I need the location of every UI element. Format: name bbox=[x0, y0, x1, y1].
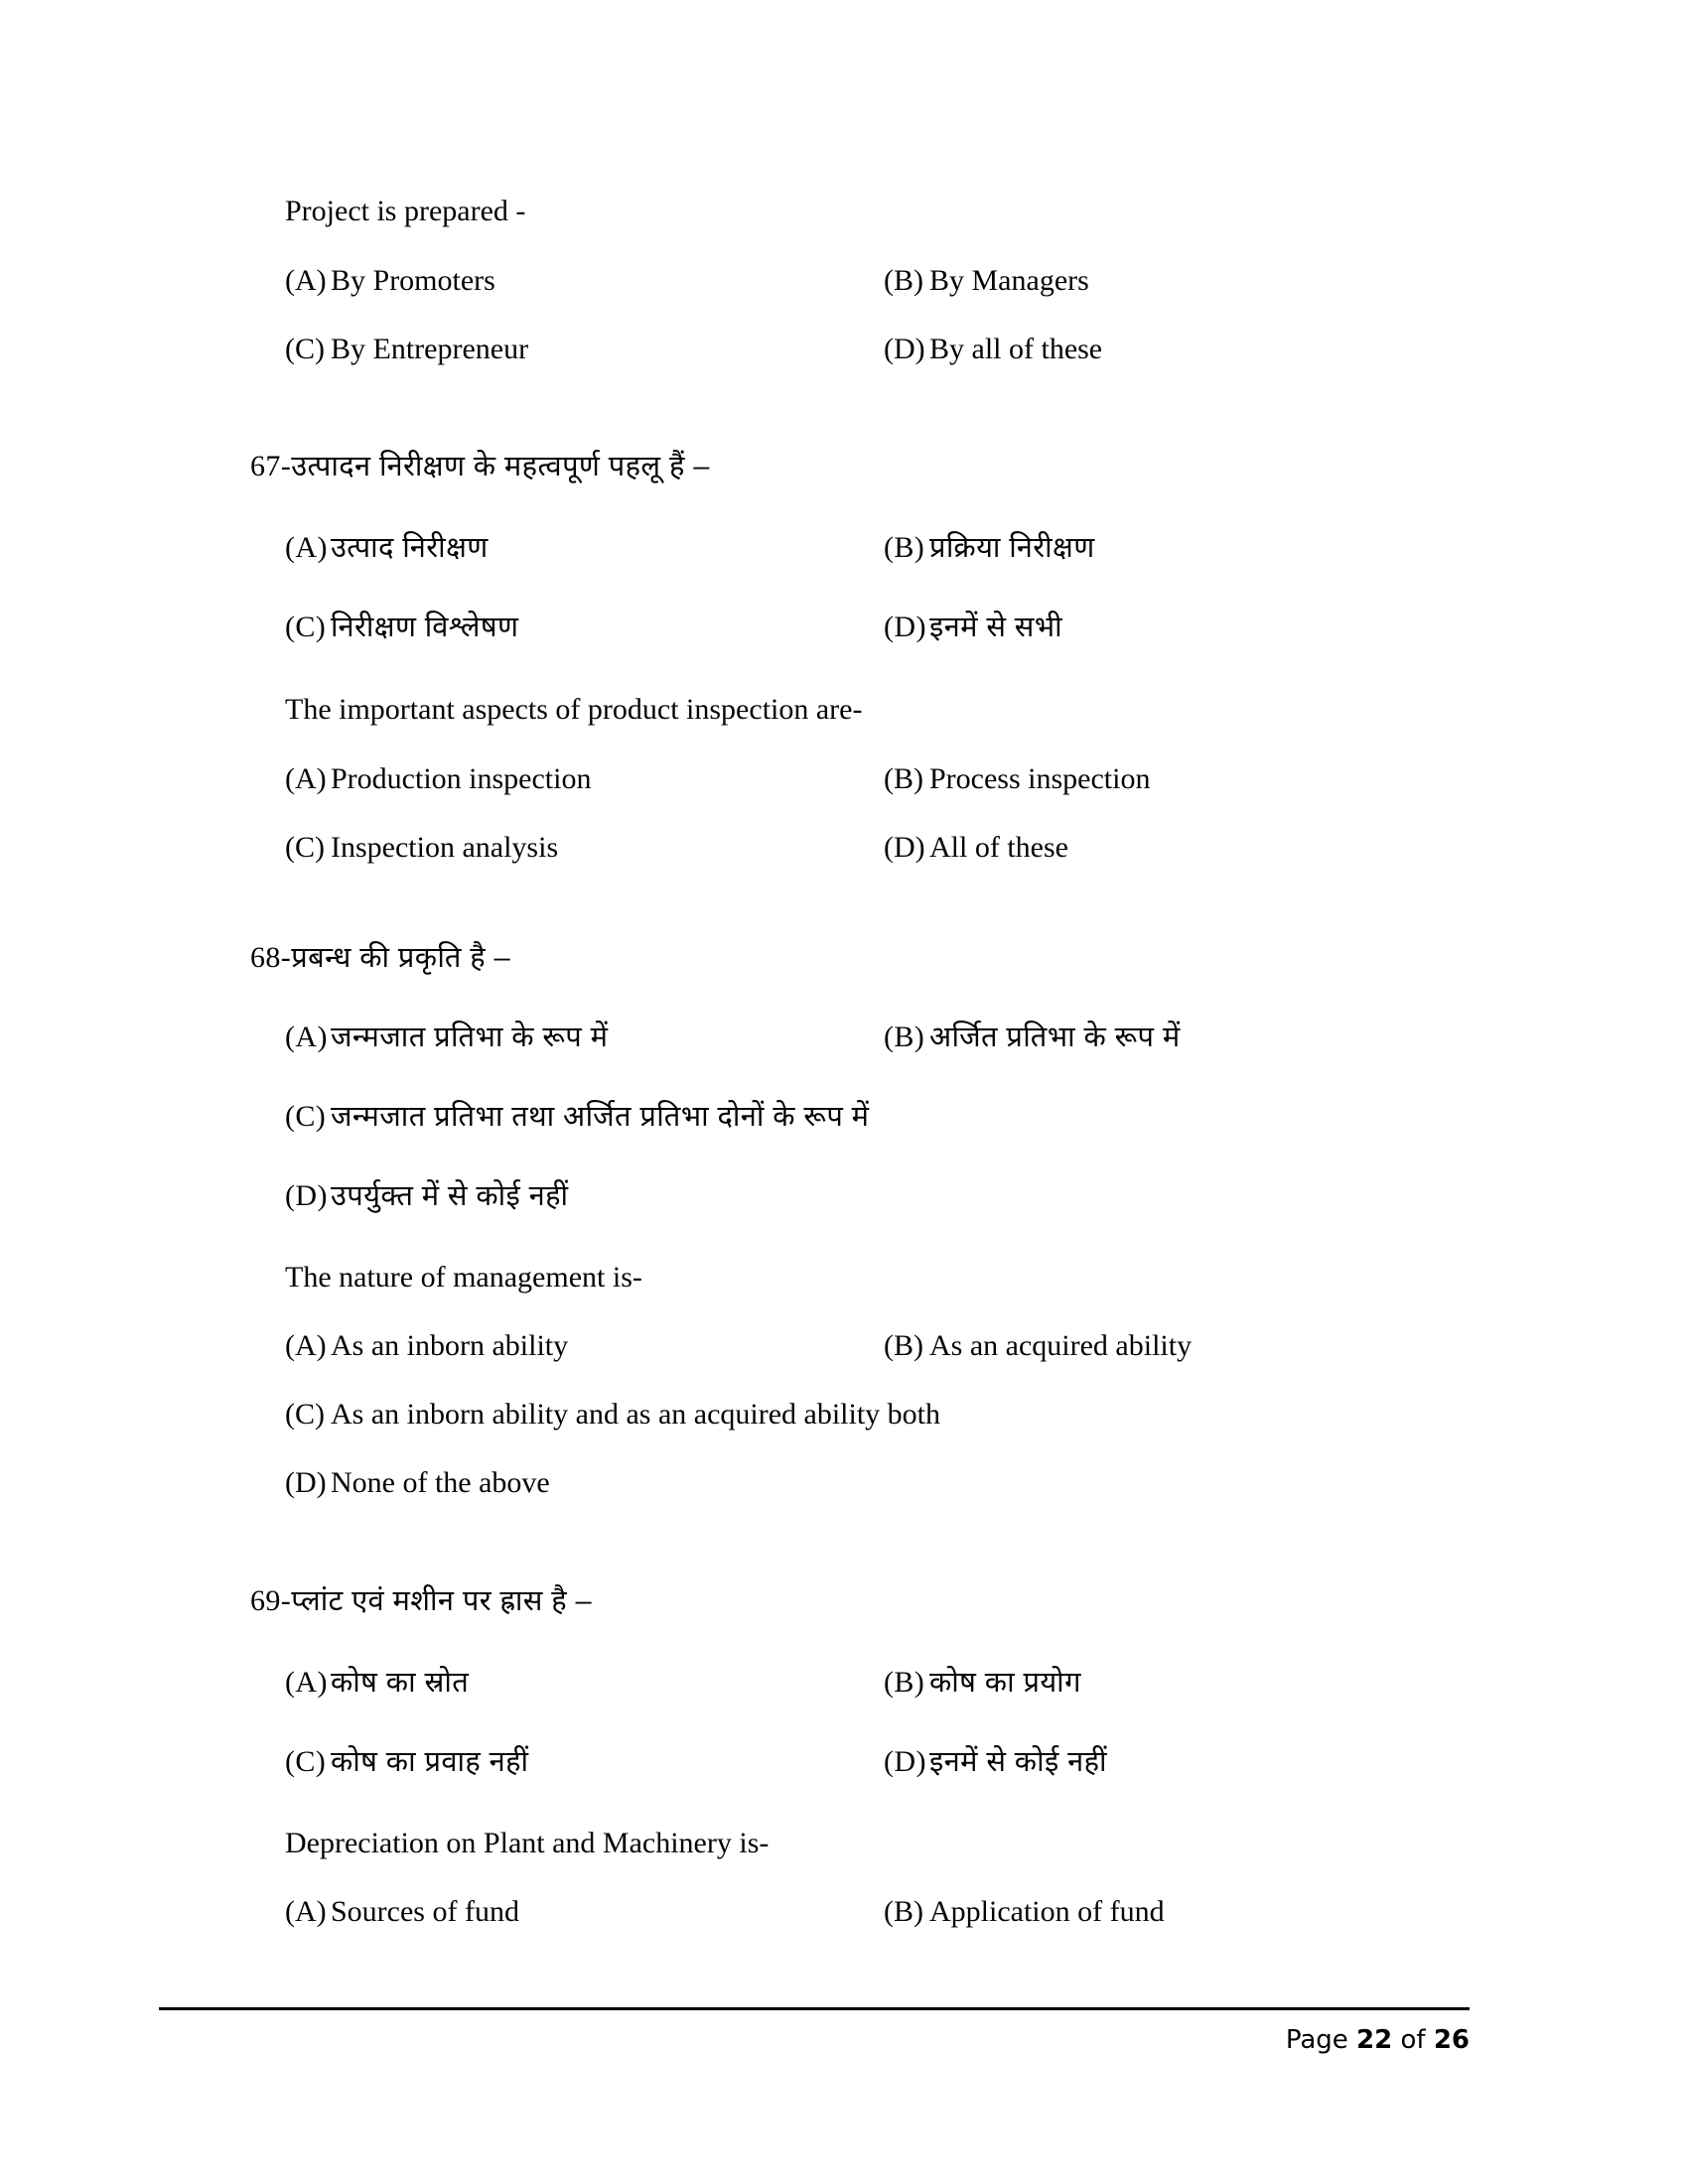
option-tag: (C) bbox=[285, 333, 325, 365]
option-text: Inspection analysis bbox=[331, 831, 559, 864]
option-tag: (B) bbox=[884, 264, 923, 297]
question-lead-en: Project is prepared - bbox=[285, 195, 526, 227]
option-text: By Managers bbox=[929, 264, 1089, 297]
question-number: 69- bbox=[250, 1584, 292, 1617]
option-tag: (D) bbox=[884, 831, 925, 864]
option-text: जन्मजात प्रतिभा के रूप में bbox=[331, 1022, 609, 1053]
option-tag: (A) bbox=[285, 762, 327, 795]
question-lead-en: The important aspects of product inspection are- bbox=[285, 693, 863, 726]
option-row bbox=[285, 1897, 519, 1927]
footer-total-pages: 26 bbox=[1433, 2025, 1470, 2055]
option-row bbox=[884, 1897, 1165, 1927]
option-row bbox=[285, 1468, 550, 1498]
question-heading-hi bbox=[250, 1586, 592, 1616]
option-tag: (D) bbox=[884, 611, 926, 643]
option-tag: (B) bbox=[884, 762, 923, 795]
option-row bbox=[884, 1023, 1181, 1052]
option-row bbox=[285, 1747, 528, 1777]
option-row bbox=[884, 833, 1068, 863]
option-text: कोष का स्रोत bbox=[331, 1667, 470, 1699]
option-tag: (A) bbox=[285, 1666, 328, 1699]
option-tag: (D) bbox=[884, 1745, 926, 1778]
option-text: Application of fund bbox=[929, 1895, 1165, 1928]
option-text: By all of these bbox=[929, 333, 1103, 365]
option-tag: (C) bbox=[285, 1745, 327, 1778]
option-row bbox=[285, 1102, 869, 1132]
option-text: Process inspection bbox=[929, 762, 1151, 795]
option-tag: (C) bbox=[285, 1398, 325, 1431]
option-text: Production inspection bbox=[331, 762, 592, 795]
page-number-footer bbox=[1286, 2025, 1470, 2055]
option-row bbox=[285, 833, 558, 863]
question-heading-hi bbox=[250, 943, 510, 973]
option-tag: (B) bbox=[884, 1329, 923, 1362]
question-heading-hi bbox=[250, 452, 710, 481]
option-tag: (B) bbox=[884, 1895, 923, 1928]
question-text-hi: प्रबन्ध की प्रकृति है – bbox=[291, 942, 511, 974]
option-row bbox=[884, 1668, 1081, 1698]
option-row bbox=[884, 1747, 1107, 1777]
question-lead-en: Depreciation on Plant and Machinery is- bbox=[285, 1827, 770, 1859]
option-text: उपर्युक्त में से कोई नहीं bbox=[331, 1180, 569, 1212]
question-lead-en: The nature of management is- bbox=[285, 1261, 642, 1294]
footer-prefix: Page bbox=[1285, 2025, 1348, 2055]
option-text: By Entrepreneur bbox=[331, 333, 529, 365]
option-tag: (D) bbox=[884, 333, 925, 365]
option-row bbox=[285, 1400, 940, 1430]
question-number: 67- bbox=[250, 450, 292, 482]
option-tag: (A) bbox=[285, 1329, 327, 1362]
option-text: कोष का प्रयोग bbox=[929, 1667, 1081, 1699]
option-tag: (C) bbox=[285, 611, 327, 643]
question-text-hi: उत्पादन निरीक्षण के महत्वपूर्ण पहलू हैं – bbox=[291, 451, 710, 482]
footer-divider bbox=[159, 2007, 1470, 2010]
option-row bbox=[884, 335, 1102, 364]
option-text: None of the above bbox=[331, 1466, 550, 1499]
option-tag: (C) bbox=[285, 1100, 327, 1133]
option-text: As an acquired ability bbox=[929, 1329, 1193, 1362]
option-tag: (B) bbox=[884, 1666, 925, 1699]
question-text-hi: प्लांट एवं मशीन पर ह्रास है – bbox=[291, 1585, 592, 1617]
option-tag: (B) bbox=[884, 1021, 925, 1053]
option-row bbox=[884, 764, 1150, 794]
option-row bbox=[884, 266, 1089, 296]
option-tag: (A) bbox=[285, 264, 327, 297]
option-row bbox=[285, 1668, 469, 1698]
option-text: इनमें से सभी bbox=[929, 612, 1063, 643]
option-row bbox=[285, 613, 518, 642]
option-text: Sources of fund bbox=[331, 1895, 519, 1928]
option-row bbox=[285, 764, 591, 794]
option-text: इनमें से कोई नहीं bbox=[929, 1746, 1107, 1778]
option-row bbox=[884, 533, 1095, 563]
option-row bbox=[285, 1023, 608, 1052]
option-row bbox=[884, 613, 1062, 642]
footer-current-page: 22 bbox=[1356, 2025, 1393, 2055]
footer-middle: of bbox=[1400, 2025, 1426, 2055]
option-row bbox=[285, 533, 489, 563]
option-tag: (B) bbox=[884, 531, 925, 564]
option-text: As an inborn ability bbox=[331, 1329, 569, 1362]
option-text: कोष का प्रवाह नहीं bbox=[331, 1746, 529, 1778]
option-text: निरीक्षण विश्लेषण bbox=[331, 612, 519, 643]
option-row bbox=[285, 1181, 568, 1211]
option-text: अर्जित प्रतिभा के रूप में bbox=[929, 1022, 1181, 1053]
option-tag: (A) bbox=[285, 531, 328, 564]
option-row bbox=[285, 1331, 568, 1361]
option-text: By Promoters bbox=[331, 264, 495, 297]
option-tag: (D) bbox=[285, 1466, 327, 1499]
option-tag: (A) bbox=[285, 1895, 327, 1928]
option-row bbox=[884, 1331, 1192, 1361]
option-text: प्रक्रिया निरीक्षण bbox=[929, 532, 1095, 564]
option-tag: (A) bbox=[285, 1021, 328, 1053]
option-text: As an inborn ability and as an acquired ability both bbox=[331, 1398, 941, 1431]
option-text: All of these bbox=[929, 831, 1068, 864]
question-number: 68- bbox=[250, 941, 292, 974]
option-tag: (D) bbox=[285, 1179, 328, 1212]
option-tag: (C) bbox=[285, 831, 325, 864]
option-row bbox=[285, 266, 495, 296]
option-text: जन्मजात प्रतिभा तथा अर्जित प्रतिभा दोनों के रूप में bbox=[331, 1101, 870, 1133]
option-row bbox=[285, 335, 528, 364]
option-text: उत्पाद निरीक्षण bbox=[331, 532, 489, 564]
